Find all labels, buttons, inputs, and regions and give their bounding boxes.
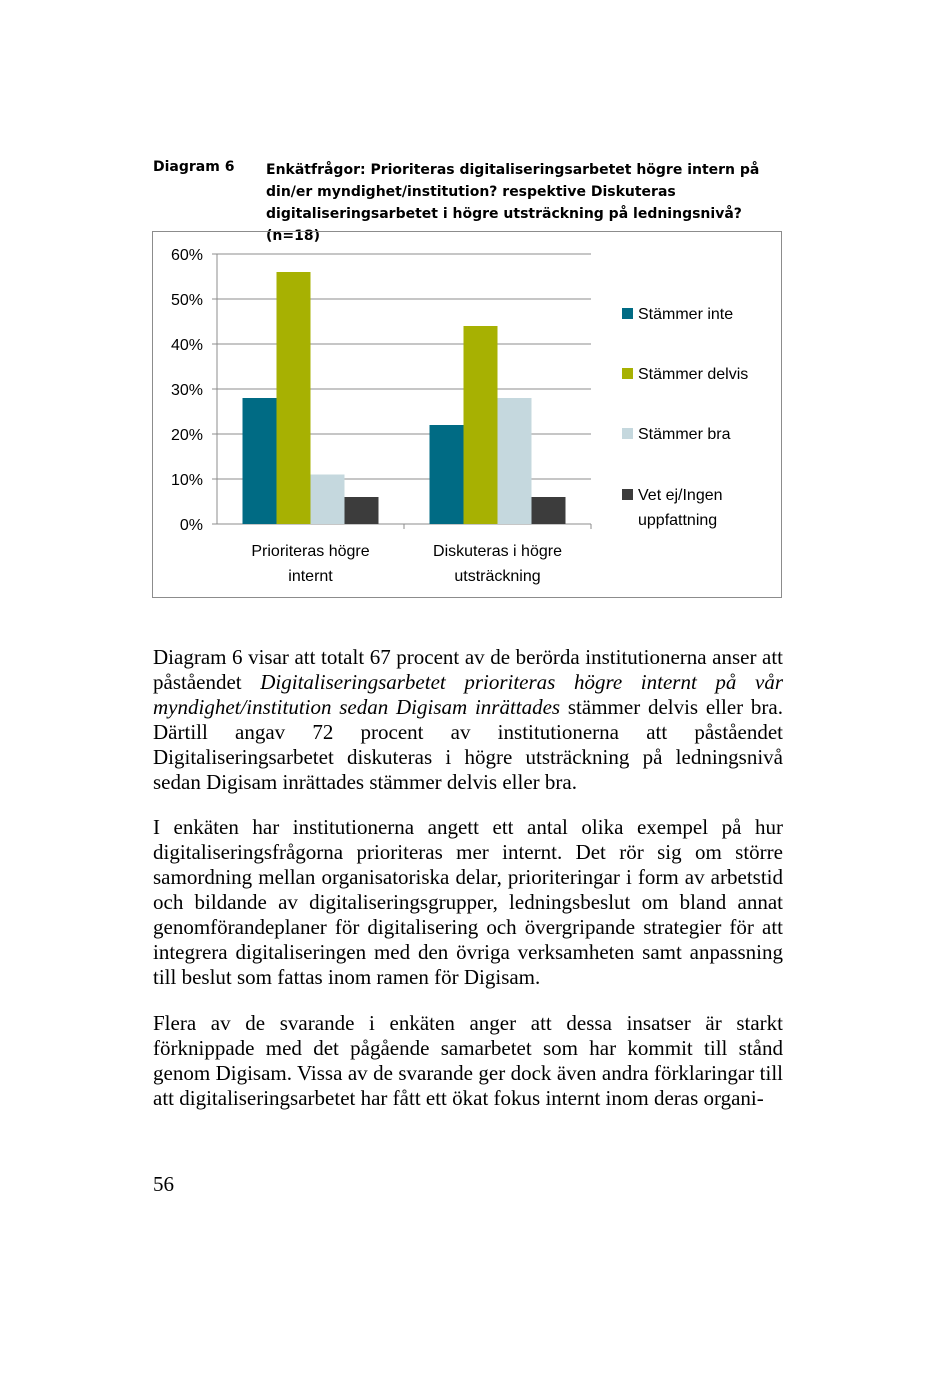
bar (498, 398, 532, 524)
bar (311, 475, 345, 525)
figure-caption: Enkätfrågor: Prioriteras digitaliseringsarbetet högre intern på din/er myndighet/institution? respektive Diskuteras digitaliseringsarbetet i högre utsträckning på ledningsnivå? (n=18) (266, 162, 760, 244)
bar-chart (153, 232, 783, 599)
bar (464, 326, 498, 524)
x-category-label: utsträckning (454, 568, 541, 585)
legend-label: Vet ej/Ingen (638, 487, 723, 504)
legend-label: Stämmer inte (638, 306, 734, 323)
paragraph-2 (153, 815, 783, 990)
legend-label: uppfattning (638, 512, 718, 529)
figure-label: Diagram 6 (153, 159, 235, 175)
paragraph-1-start: Diagram 6 visar att totalt 67 procent av de berörda institutionerna anser att påståendet (153, 645, 783, 694)
page-number: 56 (153, 1172, 174, 1196)
bar (345, 497, 379, 524)
legend-swatch (622, 308, 633, 319)
bar (430, 425, 464, 524)
y-tick-label: 0% (179, 517, 203, 534)
paragraph-3-text: Flera av de svarande i enkäten anger att dessa insatser är starkt förknippade med det pågående samarbetet som har kommit till stånd genom Digisam. Vissa av de svarande ger dock även andra förklaringar till att digitaliseringsarbetet har fått ett ökat fokus internt inom deras organi- (153, 1011, 783, 1110)
paragraph-1-quote: Digitaliseringsarbetet prioriteras högre internt på vår myndighet/institution sedan Digisam inrättades (153, 670, 783, 719)
chart-frame (152, 231, 782, 598)
y-tick-label: 20% (170, 427, 203, 444)
bar (532, 497, 566, 524)
paragraph-1 (153, 645, 783, 795)
bar (277, 272, 311, 524)
paragraph-3 (153, 1011, 783, 1111)
x-category-label: Diskuteras i högre (433, 543, 562, 560)
bar (243, 398, 277, 524)
legend-swatch (622, 428, 633, 439)
legend-label: Stämmer delvis (638, 366, 749, 383)
legend-label: Stämmer bra (638, 426, 731, 443)
y-tick-label: 60% (170, 247, 203, 264)
y-tick-label: 40% (170, 337, 203, 354)
y-tick-label: 10% (170, 472, 203, 489)
paragraph-2-text: I enkäten har institutionerna angett ett antal olika exempel på hur digitaliseringsfrågorna prioriteras mer internt. Det rör sig om större samordning mellan organisatoriska delar, prioriteringar i form av arbetstid och bildande av digitaliseringsgrupper, ledningsbeslut om bland annat genomförandeplaner för digitalisering och övergripande strategier för att integrera digitaliseringen med den övriga verksamheten samt anpassning till beslut som fattas inom ramen för Digisam. (153, 815, 783, 989)
paragraph-1-end: stämmer delvis eller bra. Därtill angav 72 procent av institutionerna att påståendet Digitaliseringsarbetet diskuteras i högre utsträckning på ledningsnivå sedan Digisam inrättades stämmer delvis eller bra. (153, 695, 783, 794)
x-category-label: Prioriteras högre (251, 543, 370, 560)
y-tick-label: 30% (170, 382, 203, 399)
legend-swatch (622, 368, 633, 379)
x-category-label: internt (288, 568, 333, 585)
y-tick-label: 50% (170, 292, 203, 309)
legend-swatch (622, 489, 633, 500)
